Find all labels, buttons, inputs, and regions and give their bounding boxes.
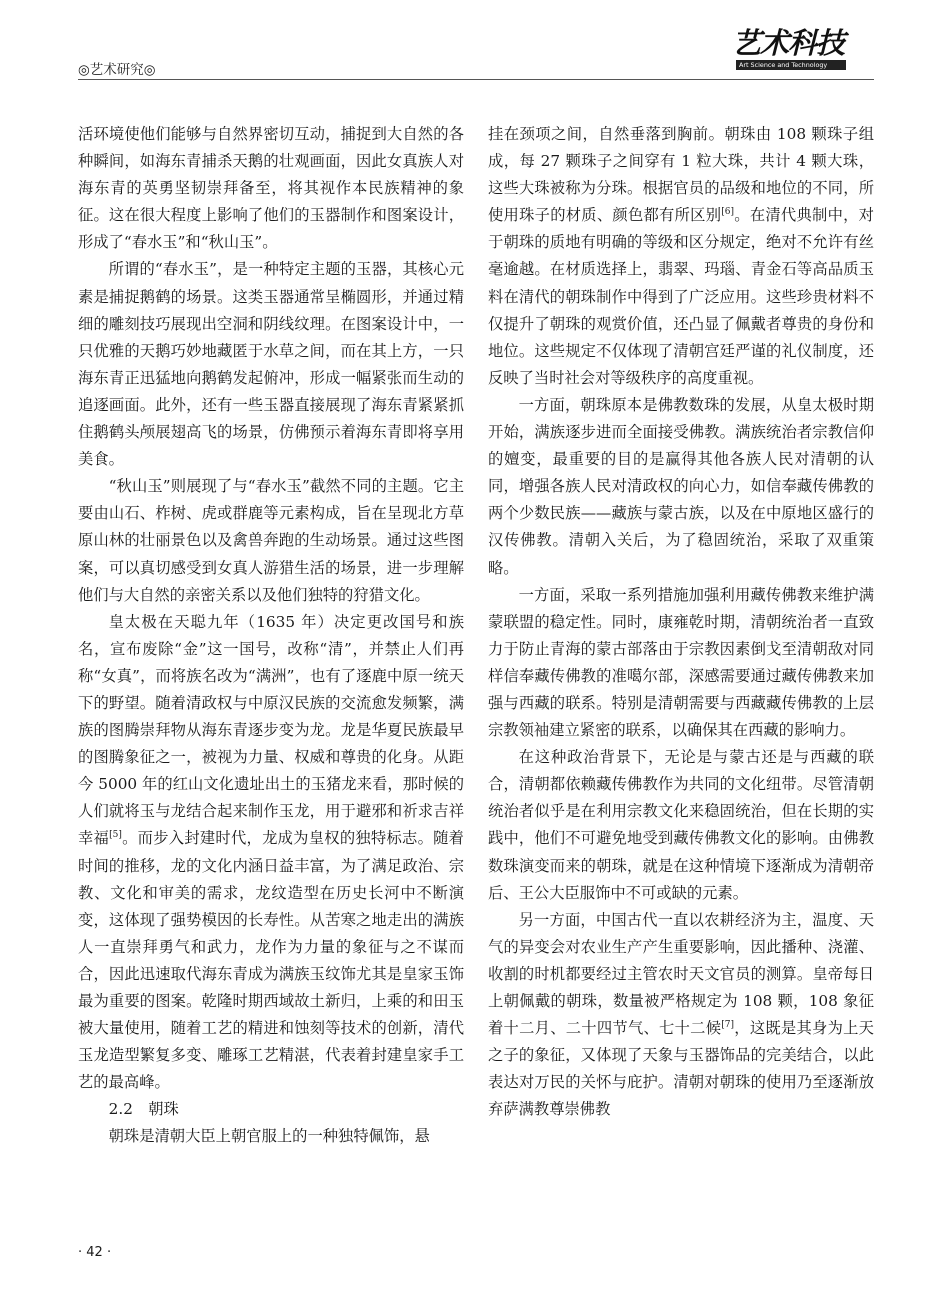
paragraph-text: 。在清代典制中，对于朝珠的质地有明确的等级和区分规定，绝对不允许有丝毫逾越。在材质选择上，翡翠、玛瑙、青金石等高品质玉料在清代的朝珠制作中得到了广泛应用。这些珍贵材料不仅提升了朝珠的观赏价值，还凸显了佩戴者尊贵的身份和地位。这些规定不仅体现了清朝宫廷严谨的礼仪制度，还反映了当时社会对等级秩序的高度重视。 bbox=[488, 206, 874, 387]
right-column bbox=[488, 121, 874, 1235]
logo-subtitle: Art Science and Technology bbox=[736, 60, 846, 70]
paragraph bbox=[78, 609, 464, 1097]
paragraph: 朝珠是清朝大臣上朝官服上的一种独特佩饰，悬 bbox=[108, 1127, 430, 1146]
paragraph bbox=[488, 121, 874, 392]
paragraph-text: 皇太极在天聪九年（1635 年）决定更改国号和族名，宣布废除“金”这一国号，改称“清”，并禁止人们再称“女真”，而将族名改为“满洲”，也有了逐鹿中原一统天下的野望。随着清政权与中原汉民族的交流愈发频繁，满族的图腾崇拜物从海东青逐步变为龙。龙是华夏民族最早的图腾象征之一，被视为力量、权威和尊贵的化身。从距今 5000 年的红山文化遗址出土的玉猪龙来看，那时候的人们就将玉与龙结合起来制作玉龙，用于避邪和祈求吉祥幸福 bbox=[78, 612, 464, 848]
paragraph: 所谓的“春水玉”，是一种特定主题的玉器，其核心元素是捕捉鹅鹤的场景。这类玉器通常呈椭圆形，并通过精细的雕刻技巧展现出空洞和阴线纹理。在图案设计中，一只优雅的天鹅巧妙地藏匿于水草之间，而在其上方，一只海东青正迅猛地向鹅鹤发起俯冲，形成一幅紧张而生动的追逐画面。此外，还有一些玉器直接展现了海东青紧紧抓住鹅鹤头颅展翅高飞的场景，仿佛预示着海东青即将享用美食。 bbox=[78, 260, 464, 469]
paragraph: 一方面，朝珠原本是佛教数珠的发展，从皇太极时期开始，满族逐步进而全面接受佛教。满族统治者宗教信仰的嬗变，最重要的目的是赢得其他各族人民对清朝的认同，增强各族人民对清政权的向心力，如信奉藏传佛教的两个少数民族——藏族与蒙古族，以及在中原地区盛行的汉传佛教。清朝入关后，为了稳固统治，采取了双重策略。 bbox=[488, 395, 874, 577]
left-column bbox=[78, 121, 464, 1235]
paragraph bbox=[488, 907, 874, 1124]
logo-calligraphy: 艺术科技 bbox=[732, 26, 845, 60]
paragraph: 活环境使他们能够与自然界密切互动，捕捉到大自然的各种瞬间，如海东青捕杀天鹅的壮观画面，因此女真族人对海东青的英勇坚韧崇拜备至，将其视作本民族精神的象征。这在很大程度上影响了他们的玉器制作和图案设计，形成了“春水玉”和“秋山玉”。 bbox=[78, 125, 464, 252]
paragraph-text: ，这既是其身为上天之子的象征，又体现了天象与玉器饰品的完美结合，以此表达对万民的关怀与庇护。清朝对朝珠的使用乃至逐渐放弃萨满教尊崇佛教 bbox=[488, 1019, 874, 1119]
paragraph: 在这种政治背景下，无论是与蒙古还是与西藏的联合，清朝都依赖藏传佛教作为共同的文化纽带。尽管清朝统治者似乎是在利用宗教文化来稳固统治，但在长期的实践中，他们不可避免地受到藏传佛教文化的影响。由佛教数珠演变而来的朝珠，就是在这种情境下逐渐成为清朝帝后、王公大臣服饰中不可或缺的元素。 bbox=[488, 748, 874, 902]
paragraph-text: 挂在颈项之间，自然垂落到胸前。朝珠由 108 颗珠子组成，每 27 颗珠子之间穿有 1 粒大珠，共计 4 颗大珠，这些大珠被称为分珠。根据官员的品级和地位的不同，所使用珠子的材质、颜色都有所区别 bbox=[488, 125, 874, 225]
header-divider bbox=[78, 79, 874, 80]
citation-5: [5] bbox=[109, 830, 122, 841]
page-number: · 42 · bbox=[78, 1245, 112, 1260]
section-heading: 2.2 朝珠 bbox=[108, 1100, 179, 1119]
citation-7: [7] bbox=[721, 1020, 735, 1030]
paragraph: 一方面，采取一系列措施加强利用藏传佛教来维护满蒙联盟的稳定性。同时，康雍乾时期，清朝统治者一直致力于防止青海的蒙古部落由于宗教因素倒戈至清朝敌对同样信奉藏传佛教的准噶尔部，深感需要通过藏传佛教来加强与西藏的联系。特别是清朝需要与西藏藏传佛教的上层宗教领袖建立紧密的联系，以确保其在西藏的影响力。 bbox=[488, 585, 874, 740]
citation-6: [6] bbox=[721, 207, 735, 218]
paragraph-text: 。而步入封建时代，龙成为皇权的独特标志。随着时间的推移，龙的文化内涵日益丰富，为了满足政治、宗教、文化和审美的需求，龙纹造型在历史长河中不断演变，这体现了强势模因的长寿性。从苦寒之地走出的满族人一直崇拜勇气和武力，龙作为力量的象征与之不谋而合，因此迅速取代海东青成为满族玉纹饰尤其是皇家玉饰最为重要的图案。乾隆时期西域故土新归，上乘的和田玉被大量使用，随着工艺的精进和蚀刻等技术的创新，清代玉龙造型繁复多变、雕琢工艺精湛，代表着封建皇家手工艺的最高峰。 bbox=[78, 829, 464, 1092]
paragraph-text: 另一方面，中国古代一直以农耕经济为主，温度、天气的异变会对农业生产产生重要影响，因此播种、浇灌、收割的时机都要经过主管农时天文官员的测算。皇帝每日上朝佩戴的朝珠，数量被严格规定为 108 颗，108 象征着十二月、二十四节气、七十二候 bbox=[488, 910, 874, 1038]
journal-section-label: ◎艺术研究◎ bbox=[78, 62, 156, 78]
journal-logo bbox=[732, 26, 848, 72]
paragraph: “秋山玉”则展现了与“春水玉”截然不同的主题。它主要由山石、柞树、虎或群鹿等元素构成，旨在呈现北方草原山林的壮丽景色以及禽兽奔跑的生动场景。通过这些图案，可以真切感受到女真人游猎生活的场景，进一步理解他们与大自然的亲密关系以及他们独特的狩猎文化。 bbox=[78, 477, 464, 604]
